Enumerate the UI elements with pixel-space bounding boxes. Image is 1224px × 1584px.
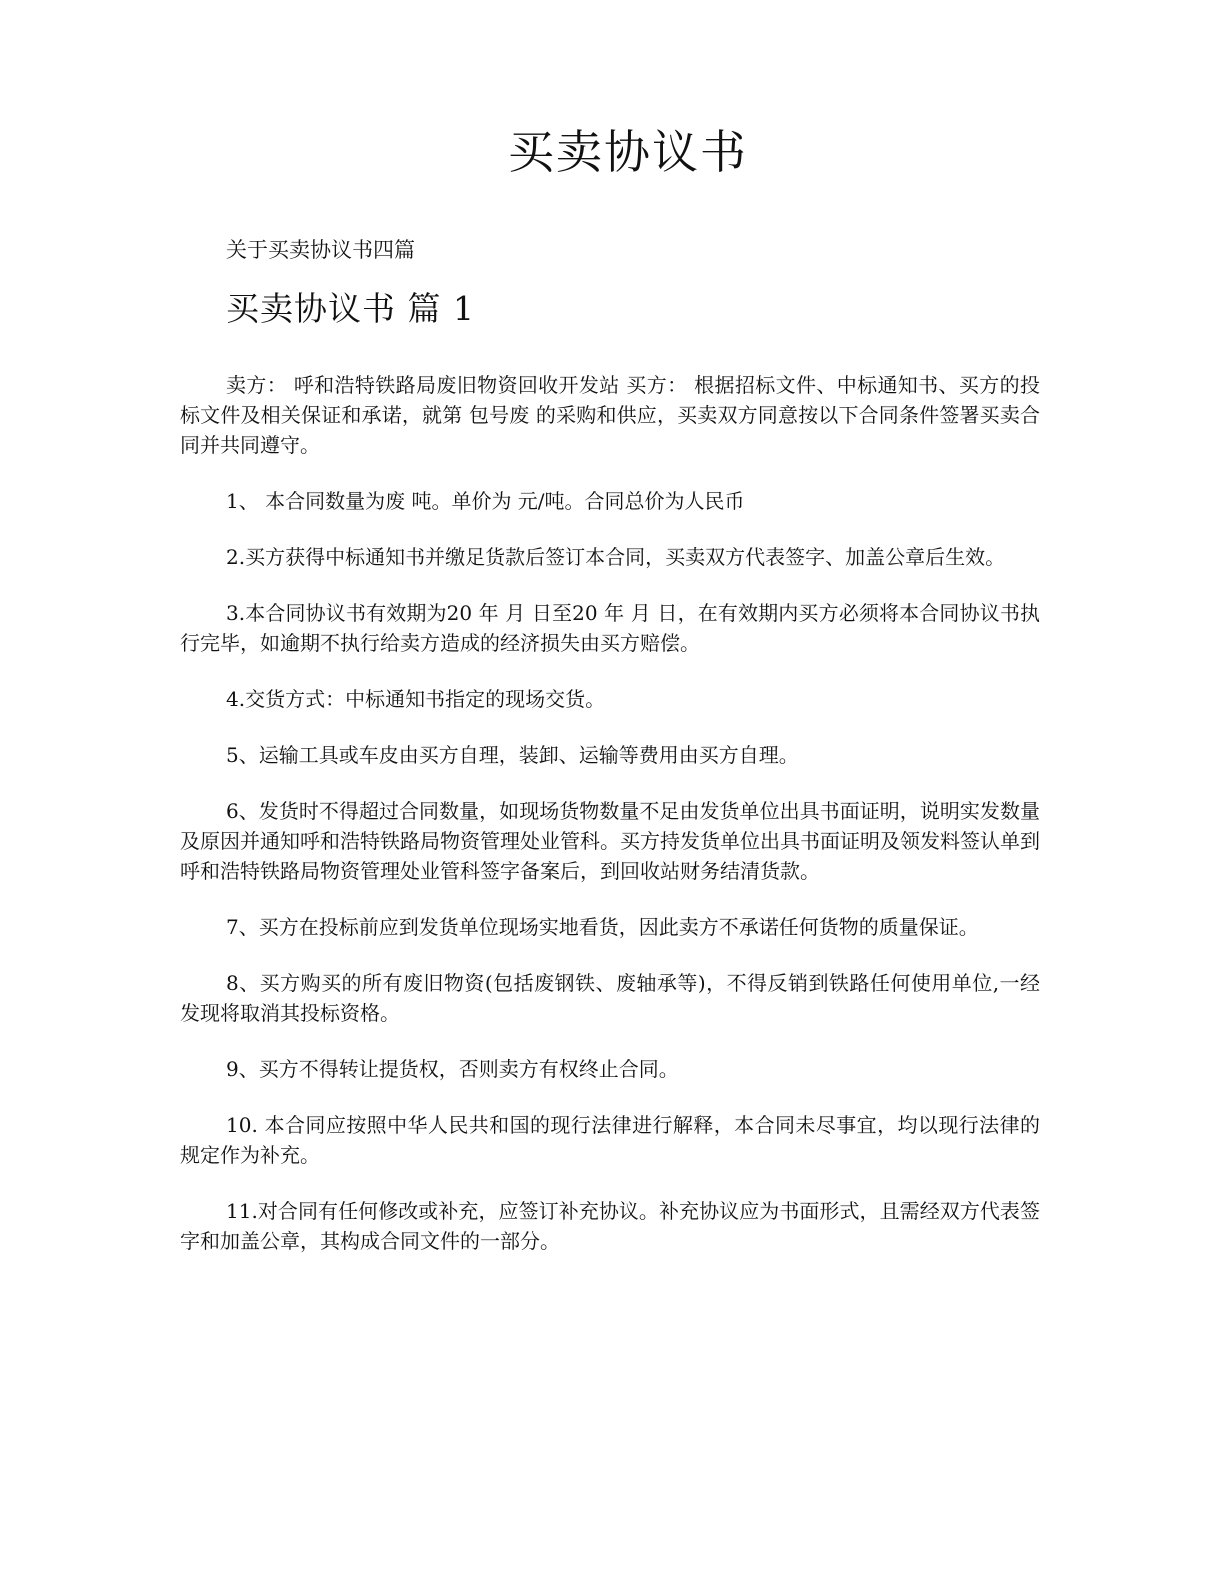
paragraph-clause-5: 5、运输工具或车皮由买方自理，装卸、运输等费用由买方自理。	[226, 743, 799, 767]
document-body	[180, 370, 1040, 1282]
paragraph-clause-9: 9、买方不得转让提货权，否则卖方有权终止合同。	[226, 1057, 679, 1081]
paragraph-clause-3: 3.本合同协议书有效期为20 年 月 日至20 年 月 日，在有效期内买方必须将本合同协议书执行完毕，如逾期不执行给卖方造成的经济损失由买方赔偿。	[180, 601, 1040, 655]
paragraph-clause-11: 11.对合同有任何修改或补充，应签订补充协议。补充协议应为书面形式，且需经双方代表签字和加盖公章，其构成合同文件的一部分。	[180, 1199, 1040, 1253]
section-heading: 买卖协议书 篇 1	[226, 289, 475, 328]
paragraph-clause-10: 10. 本合同应按照中华人民共和国的现行法律进行解释，本合同未尽事宜，均以现行法律的规定作为补充。	[180, 1113, 1040, 1167]
paragraph-clause-8: 8、买方购买的所有废旧物资(包括废钢铁、废轴承等)，不得反销到铁路任何使用单位,一经发现将取消其投标资格。	[180, 971, 1040, 1025]
paragraph-clause-7: 7、买方在投标前应到发货单位现场实地看货，因此卖方不承诺任何货物的质量保证。	[226, 915, 979, 939]
paragraph-parties: 卖方： 呼和浩特铁路局废旧物资回收开发站 买方： 根据招标文件、中标通知书、买方的投标文件及相关保证和承诺，就第 包号废 的采购和供应，买卖双方同意按以下合同条件签署买卖合同并共同遵守。	[180, 373, 1040, 457]
document-subtitle: 关于买卖协议书四篇	[226, 238, 415, 262]
paragraph-clause-6: 6、发货时不得超过合同数量，如现场货物数量不足由发货单位出具书面证明，说明实发数量及原因并通知呼和浩特铁路局物资管理处业管科。买方持发货单位出具书面证明及领发料签认单到呼和浩特铁路局物资管理处业管科签字备案后，到回收站财务结清货款。	[180, 799, 1040, 883]
document-title: 买卖协议书	[508, 125, 748, 179]
paragraph-clause-4: 4.交货方式：中标通知书指定的现场交货。	[226, 687, 606, 711]
paragraph-clause-2: 2.买方获得中标通知书并缴足货款后签订本合同，买卖双方代表签字、加盖公章后生效。	[226, 545, 1006, 569]
paragraph-clause-1: 1、 本合同数量为废 吨。单价为 元/吨。合同总价为人民币	[226, 489, 745, 513]
